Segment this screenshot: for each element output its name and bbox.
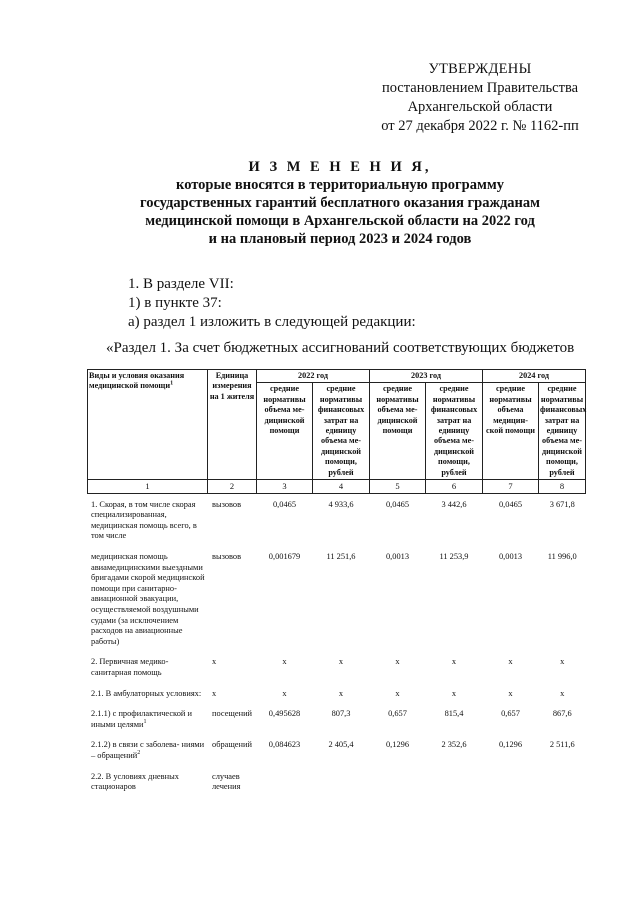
value-cell: х [451, 688, 457, 698]
header-unit: Единица измерения на 1 жителя [208, 370, 257, 480]
value-cell: 0,1296 [498, 740, 523, 750]
value-cell [539, 766, 586, 797]
value-cell: 815,4 [444, 709, 464, 719]
approval-line: Архангельской области [407, 99, 553, 115]
table-row [88, 766, 586, 797]
value-cell: х [560, 657, 565, 667]
value-cell: 807,3 [331, 709, 351, 719]
value-cell: 0,084623 [268, 740, 301, 750]
value-cell: 0,0465 [498, 499, 523, 509]
header-year-2023: 2023 год [370, 370, 483, 383]
value-cell: 2 511,6 [549, 740, 575, 750]
title-line: которые вносятся в территориальную программу [176, 177, 504, 193]
value-cell: 2 352,6 [441, 740, 467, 750]
column-number: 2 [208, 480, 257, 494]
value-cell [257, 766, 313, 797]
value-cell: 0,1296 [385, 740, 410, 750]
header-volume: средние нормативы объема медицин- ской помощи [483, 383, 539, 480]
header-cost: средние нормативы финансовых затрат на единицу объема ме- дицинской помощи, рублей [539, 383, 586, 480]
header-volume: средние нормативы объема ме- дицинской помощи [370, 383, 426, 480]
value-cell [483, 766, 539, 797]
approval-block [360, 60, 600, 136]
paragraph: а) раздел 1 изложить в следующей редакции: [128, 314, 416, 330]
amendment-text [128, 275, 416, 332]
approval-line: УТВЕРЖДЕНЫ [428, 61, 532, 77]
header-kinds: Виды и условия оказания медицинской помощи$^1$ [88, 370, 208, 480]
value-cell: 0,0465 [272, 499, 297, 509]
header-cost: средние нормативы финансовых затрат на единицу объема ме- дицинской помощи, рублей [426, 383, 483, 480]
value-cell [313, 766, 370, 797]
unit-cell: случаев лечения [212, 771, 241, 792]
value-cell: 0,657 [388, 709, 407, 719]
value-cell: х [282, 657, 287, 667]
header-year-2022: 2022 год [257, 370, 370, 383]
header-volume: средние нормативы объема ме- дицинской помощи [257, 383, 313, 480]
table-row [88, 546, 586, 651]
unit-cell: обращений [212, 740, 252, 750]
unit-cell: вызовов [212, 499, 242, 509]
value-cell: 4 933,6 [328, 499, 354, 509]
title-line: государственных гарантий бесплатного оказания гражданам [139, 195, 541, 211]
title-heading: И З М Е Н Е Н И Я, [248, 159, 432, 175]
value-cell: 0,0013 [385, 552, 410, 562]
title-line: медицинской помощи в Архангельской области на 2022 год [145, 213, 535, 229]
value-cell: 0,0013 [498, 552, 523, 562]
value-cell: 11 253,9 [439, 552, 469, 562]
norms-table [87, 369, 586, 797]
row-label: 2.1. В амбулаторных условиях: [91, 688, 202, 698]
row-label: медицинская помощь авиамедицинскими выездными бригадами скорой медицинской помощи при санитарно-авиационной эвакуации, осуществляемой воздушными судами (за исключением расходов на авиационные работы) [91, 552, 205, 646]
row-label: 2. Первичная медико-санитарная помощь [91, 657, 169, 677]
column-number: 6 [426, 480, 483, 494]
value-cell: 11 251,6 [326, 552, 356, 562]
row-label: 2.1.1) с профилактической и иными целями$^1$ [91, 709, 192, 729]
value-cell: 0,495628 [268, 709, 301, 719]
value-cell: х [338, 688, 344, 698]
value-cell: х [282, 688, 287, 698]
value-cell [426, 766, 483, 797]
unit-cell: посещений [212, 709, 253, 719]
value-cell: х [508, 657, 513, 667]
value-cell: 867,6 [552, 709, 572, 719]
row-label: 1. Скорая, в том числе скорая специализированная, медицинская помощь всего, в том числе [91, 499, 197, 541]
value-cell: 0,657 [501, 709, 520, 719]
table-row [88, 683, 586, 704]
unit-cell: вызовов [212, 552, 242, 562]
approval-line: постановлением Правительства [381, 80, 579, 96]
row-label: 2.2. В условиях дневных стационаров [91, 771, 179, 792]
table-row [88, 493, 586, 546]
column-number: 7 [483, 480, 539, 494]
value-cell [370, 766, 426, 797]
approval-date-line: от 27 декабря 2022 г. № 1162-пп [381, 118, 579, 134]
unit-cell: х [212, 688, 217, 698]
value-cell: х [338, 657, 344, 667]
paragraph: 1. В разделе VII: [128, 276, 234, 292]
section-intro: «Раздел 1. За счет бюджетных ассигнований соответствующих бюджетов [106, 340, 575, 356]
value-cell: х [560, 688, 565, 698]
column-number: 1 [88, 480, 208, 494]
value-cell: х [451, 657, 457, 667]
table-row [88, 703, 586, 734]
value-cell: х [508, 688, 513, 698]
value-cell: 3 442,6 [441, 499, 467, 509]
unit-cell: х [212, 657, 217, 667]
title-line: и на плановый период 2023 и 2024 годов [208, 231, 472, 247]
value-cell: 0,0465 [385, 499, 410, 509]
row-label: 2.1.2) в связи с заболева- ниями – обращений$^2$ [91, 740, 205, 760]
value-cell: х [395, 688, 400, 698]
paragraph: 1) в пункте 37: [128, 295, 222, 311]
column-number: 4 [313, 480, 370, 494]
header-year-2024: 2024 год [483, 370, 586, 383]
table-row [88, 651, 586, 682]
value-cell: 3 671,8 [549, 499, 575, 509]
header-cost: средние нормативы финансовых затрат на единицу объема ме- дицинской помощи, рублей [313, 383, 370, 480]
value-cell: 0,001679 [268, 552, 301, 562]
column-number: 8 [539, 480, 586, 494]
column-number: 5 [370, 480, 426, 494]
value-cell: х [395, 657, 400, 667]
table-row [88, 734, 586, 765]
column-number: 3 [257, 480, 313, 494]
document-title [100, 158, 580, 248]
value-cell: 2 405,4 [328, 740, 354, 750]
value-cell: 11 996,0 [547, 552, 577, 562]
